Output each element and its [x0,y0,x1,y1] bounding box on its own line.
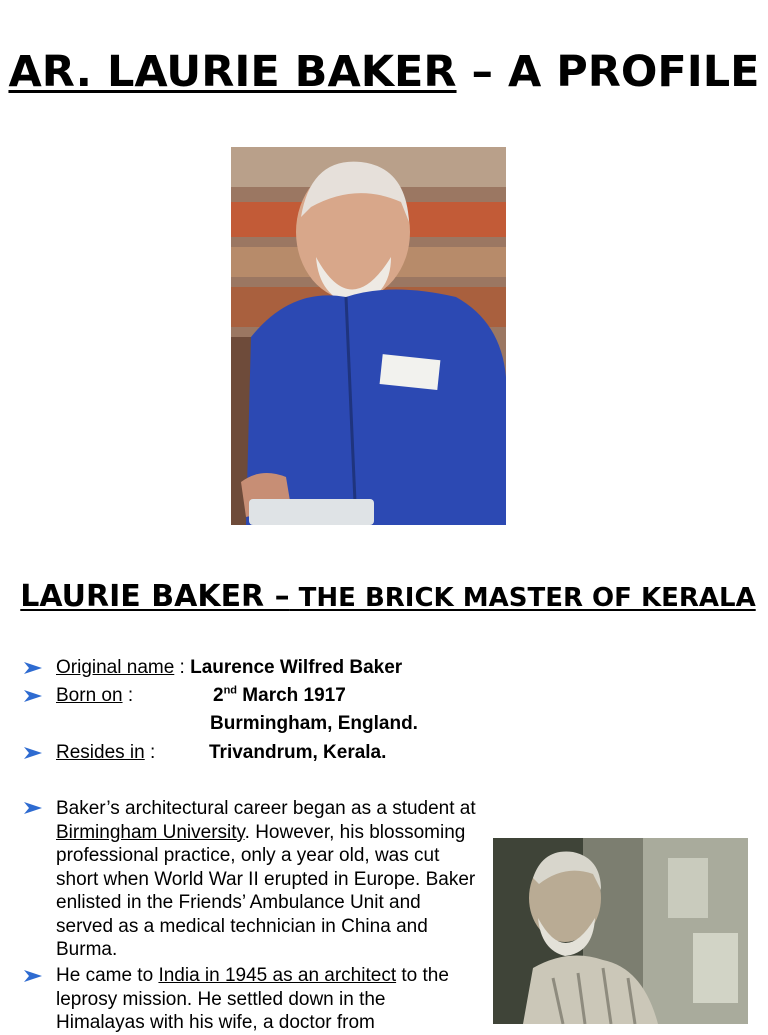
portrait-photo [231,147,506,525]
fact-born-on-label [56,684,133,708]
heading-main: LAURIE BAKER – [20,579,290,614]
arrow-bullet-icon [23,688,43,704]
page-title [0,46,768,99]
arrow-bullet-icon [23,968,43,984]
title-rest: – A PROFILE [456,47,760,97]
fact-separator: : [144,742,156,763]
title-main: AR. LAURIE BAKER [8,47,457,97]
fact-value-rest: March 1917 [237,685,346,706]
fact-born-on-value [213,684,346,708]
paragraph-text: He came to [56,965,159,986]
paragraph-text: to the leprosy mission. He settled down in the Himalayas with his wife, a doctor from [56,965,449,1033]
heading-rest: THE BRICK MASTER OF KERALA [289,583,756,613]
arrow-bullet-icon [23,660,43,676]
india-link[interactable]: India in 1945 as an architect [158,965,397,986]
fact-label: Original name [56,657,175,678]
fact-resides-in-label [56,741,155,765]
fact-value: Trivandrum, Kerala. [209,742,387,763]
secondary-photo [493,838,748,1024]
fact-original-name [56,656,402,680]
fact-value-suffix: nd [223,684,238,697]
arrow-bullet-icon [23,745,43,761]
arrow-bullet-icon [23,800,43,816]
fact-label: Resides in [56,742,145,763]
fact-label: Born on [56,685,123,706]
fact-value: Laurence Wilfred Baker [190,657,403,678]
fact-separator: : [122,685,134,706]
paragraph-text: . However, his blossoming professional practice, only a year old, was cut short when World War II erupted in Europe. Baker enlisted in the Friends’ Ambulance Unit and served as a medical technician in China and Burma. [56,821,476,960]
fact-value: Burmingham, England. [210,713,418,734]
fact-separator: : [174,657,191,678]
fact-birthplace [210,712,418,736]
career-paragraph [56,797,476,962]
fact-value-day: 2 [213,685,224,706]
fact-resides-in-value [209,741,386,765]
birmingham-university-link[interactable]: Birmingham University [56,821,245,843]
section-heading [20,578,756,617]
paragraph-text: Baker’s architectural career began as a student at [56,798,476,819]
